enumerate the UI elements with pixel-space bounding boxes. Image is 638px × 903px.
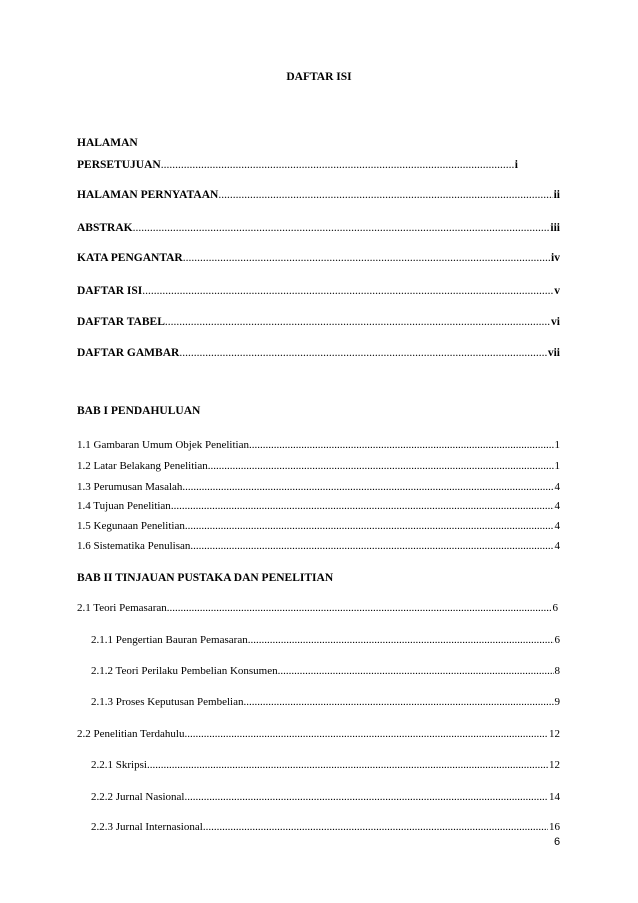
dot-leader [179,346,547,360]
toc-entry-label: 1.1 Gambaran Umum Objek Penelitian [77,439,249,451]
toc-entry-2-1[interactable] [77,601,558,615]
toc-entry-page: 12 [549,759,560,771]
toc-entry-page: ii [553,189,560,201]
dot-leader [208,459,554,473]
dot-leader [203,820,548,834]
toc-entry-2-1-3[interactable] [91,695,560,709]
toc-entry-1-2[interactable] [77,459,560,473]
toc-entry-label: 2.1 Teori Pemasaran [77,602,167,614]
dot-leader [142,284,553,298]
toc-entry-halaman-pernyataan[interactable] [77,188,560,202]
toc-entry-label: DAFTAR ISI [77,285,143,297]
toc-entry-page: 12 [549,728,560,740]
toc-entry-page: 14 [549,791,560,803]
toc-entry-2-2-3[interactable] [91,820,560,834]
dot-leader [133,221,550,235]
toc-entry-page: v [554,285,560,297]
toc-entry-label: 1.3 Perumusan Masalah [77,481,183,493]
page-number: 6 [554,836,561,848]
toc-entry-page: 4 [554,500,560,512]
dot-leader [161,158,514,172]
toc-entry-kata-pengantar[interactable] [77,251,560,265]
toc-entry-label: 2.1.2 Teori Perilaku Pembelian Konsumen [91,665,278,677]
toc-entry-label: 1.4 Tujuan Penelitian [77,500,171,512]
toc-entry-page: iv [551,252,560,264]
dot-leader [185,519,554,533]
toc-entry-page: 6 [552,602,558,614]
toc-entry-1-6[interactable] [77,539,560,553]
toc-entry-abstrak[interactable] [77,221,560,235]
toc-entry-page: 16 [549,821,560,833]
toc-entry-label: 2.2 Penelitian Terdahulu [77,728,185,740]
toc-entry-page: 4 [554,481,560,493]
dot-leader [171,499,554,513]
toc-entry-page: iii [550,222,560,234]
toc-entry-persetujuan[interactable] [77,158,518,172]
dot-leader [182,480,553,494]
dot-leader [165,315,550,329]
toc-entry-1-5[interactable] [77,519,560,533]
toc-entry-label: ABSTRAK [77,222,133,234]
toc-entry-page: 8 [554,665,560,677]
bab2-heading: BAB II TINJAUAN PUSTAKA DAN PENELITIAN [77,572,334,584]
toc-entry-label: 2.2.1 Skripsi [91,759,147,771]
dot-leader [218,188,552,202]
toc-entry-label: 2.1.3 Proses Keputusan Pembelian [91,696,244,708]
toc-entry-label: HALAMAN PERNYATAAN [77,189,219,201]
toc-entry-page: i [514,159,518,171]
toc-entry-1-4[interactable] [77,499,560,513]
toc-entry-page: 6 [554,634,560,646]
toc-entry-page: vii [547,347,560,359]
toc-entry-1-3[interactable] [77,480,560,494]
dot-leader [167,601,552,615]
toc-entry-label: 2.1.1 Pengertian Bauran Pemasaran [91,634,248,646]
halaman-label: HALAMAN [77,137,138,149]
toc-entry-2-2-1[interactable] [91,758,560,772]
toc-entry-1-1[interactable] [77,438,560,452]
toc-entry-label: 2.2.2 Jurnal Nasional [91,791,185,803]
dot-leader [183,251,550,265]
toc-entry-label: 1.6 Sistematika Penulisan [77,540,191,552]
toc-entry-label: KATA PENGANTAR [77,252,183,264]
dot-leader [184,790,548,804]
toc-entry-page: 1 [554,439,560,451]
dot-leader [190,539,553,553]
dot-leader [249,438,554,452]
toc-entry-page: 1 [554,460,560,472]
toc-entry-label: 1.5 Kegunaan Penelitian [77,520,185,532]
dot-leader [184,727,548,741]
page-title: DAFTAR ISI [286,71,352,83]
toc-entry-2-2[interactable] [77,727,560,741]
dot-leader [248,633,554,647]
toc-entry-2-1-1[interactable] [91,633,560,647]
dot-leader [243,695,553,709]
dot-leader [147,758,548,772]
toc-entry-daftar-isi[interactable] [77,284,560,298]
toc-entry-2-2-2[interactable] [91,790,560,804]
toc-entry-label: DAFTAR TABEL [77,316,165,328]
toc-entry-label: 2.2.3 Jurnal Internasional [91,821,203,833]
bab1-heading: BAB I PENDAHULUAN [77,405,201,417]
dot-leader [278,664,554,678]
toc-entry-label: 1.2 Latar Belakang Penelitian [77,460,208,472]
toc-entry-page: vi [551,316,560,328]
toc-entry-daftar-tabel[interactable] [77,315,560,329]
toc-entry-page: 4 [554,520,560,532]
toc-entry-page: 9 [554,696,560,708]
toc-entry-page: 4 [554,540,560,552]
toc-entry-label: PERSETUJUAN [77,159,161,171]
toc-entry-daftar-gambar[interactable] [77,346,560,360]
toc-entry-label: DAFTAR GAMBAR [77,347,180,359]
toc-entry-2-1-2[interactable] [91,664,560,678]
